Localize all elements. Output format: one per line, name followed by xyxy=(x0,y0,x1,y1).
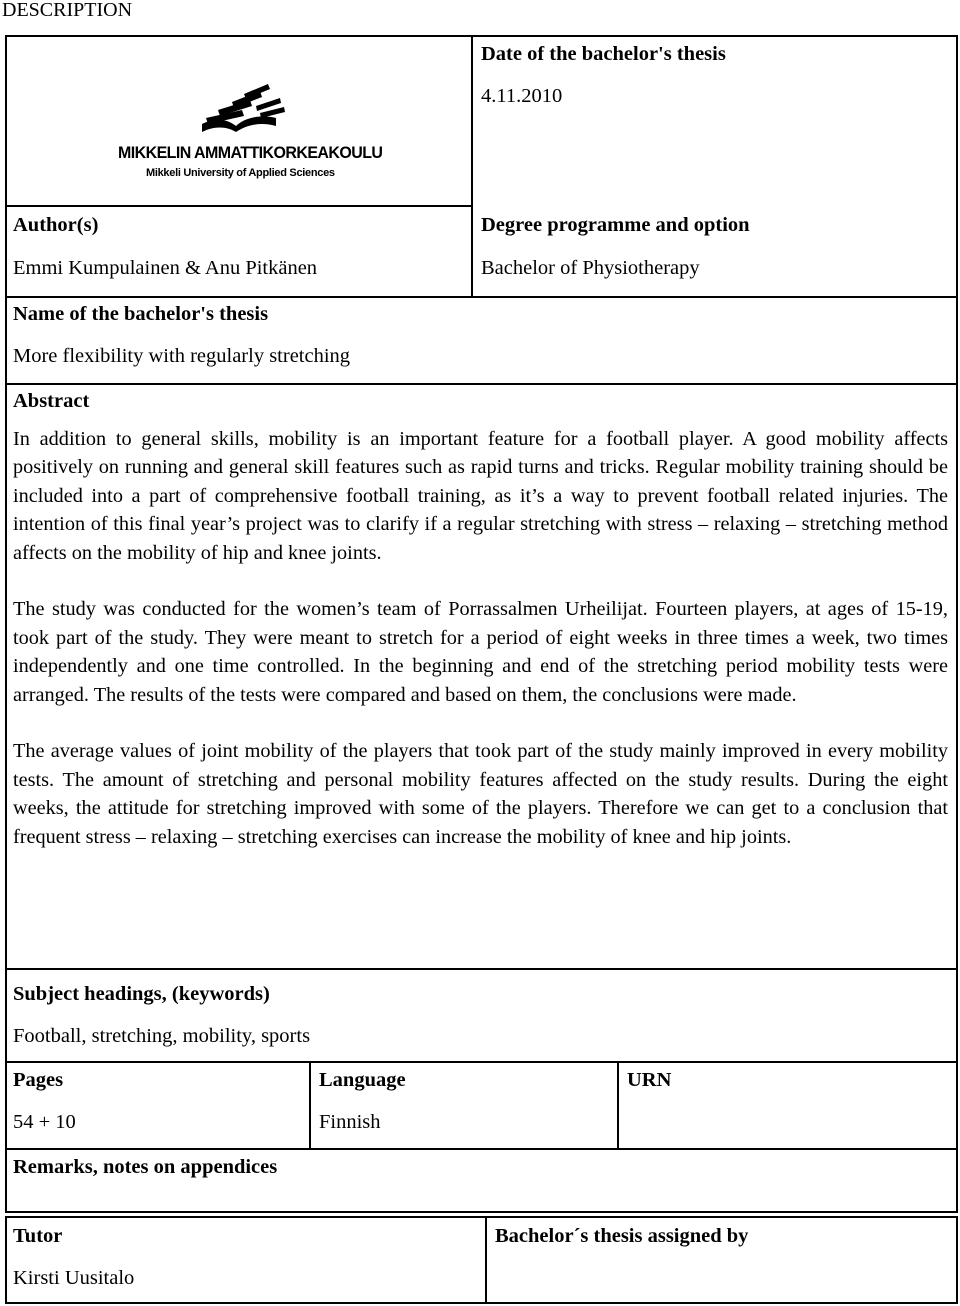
keywords-value: Football, stretching, mobility, sports xyxy=(13,1025,311,1047)
page-title: DESCRIPTION xyxy=(2,0,133,21)
thesis-name-bottom-border xyxy=(5,383,958,385)
degree-value: Bachelor of Physiotherapy xyxy=(481,257,700,279)
author-label: Author(s) xyxy=(13,214,99,236)
pages-bottom-border xyxy=(5,1148,958,1150)
language-urn-divider xyxy=(617,1061,619,1149)
logo-book-emblem-icon xyxy=(110,80,360,142)
urn-label: URN xyxy=(627,1069,672,1091)
author-value: Emmi Kumpulainen & Anu Pitkänen xyxy=(13,257,318,279)
keywords-label: Subject headings, (keywords) xyxy=(13,983,270,1005)
tutor-bottom-border xyxy=(5,1302,958,1304)
abstract-label: Abstract xyxy=(13,390,90,412)
abstract-body xyxy=(13,425,948,851)
lower-left-border xyxy=(5,968,7,1213)
assigned-by-label: Bachelor´s thesis assigned by xyxy=(495,1225,749,1247)
form-right-border xyxy=(956,35,958,970)
date-label: Date of the bachelor's thesis xyxy=(481,43,726,65)
remarks-bottom-border xyxy=(5,1211,958,1213)
tutor-value: Kirsti Uusitalo xyxy=(13,1267,135,1289)
remarks-label: Remarks, notes on appendices xyxy=(13,1156,278,1178)
tutor-top-border xyxy=(5,1216,958,1218)
pages-label: Pages xyxy=(13,1069,64,1091)
author-bottom-border xyxy=(5,296,958,298)
degree-label: Degree programme and option xyxy=(481,214,750,236)
abstract-paragraph: The study was conducted for the women’s team of Porrassalmen Urheilijat. Fourteen players, at ages of 15-19, took part of the study. They were meant to stretch for a period of eight weeks in three times a week, two times independently and one time controlled. In the beginning and end of the stretching period mobility tests were arranged. The results of the tests were compared and based on them, the conclusions were made. xyxy=(13,598,948,706)
language-value: Finnish xyxy=(319,1111,381,1133)
abstract-paragraph: In addition to general skills, mobility is an important feature for a football player. A good mobility affects positively on running and general skill features such as rapid turns and tricks. Regular mobility training should be included into a part of comprehensive football training, as it’s a way to prevent football related injuries. The intention of this final year’s project was to clarify if a regular stretching with stress – relaxing – stretching method affects on the mobility of hip and knee joints. xyxy=(13,428,948,564)
logo-bottom-border xyxy=(5,205,473,207)
university-logo xyxy=(110,80,383,190)
form-left-border xyxy=(5,35,7,970)
top-column-divider xyxy=(471,35,473,297)
thesis-name-value: More flexibility with regularly stretching xyxy=(13,345,351,367)
date-value: 4.11.2010 xyxy=(481,85,563,107)
tutor-label: Tutor xyxy=(13,1225,63,1247)
abstract-bottom-border xyxy=(5,968,958,970)
language-label: Language xyxy=(319,1069,406,1091)
pages-language-divider xyxy=(309,1061,311,1149)
tutor-left-border xyxy=(5,1216,7,1304)
abstract-paragraph: The average values of joint mobility of the players that took part of the study mainly improved in every mobility tests. The amount of stretching and personal mobility features affected on the study results. During the eight weeks, the attitude for stretching improved with some of the players. Therefore we can get to a conclusion that frequent stress – relaxing – stretching exercises can increase the mobility of knee and hip joints. xyxy=(13,740,948,848)
thesis-name-label: Name of the bachelor's thesis xyxy=(13,303,269,325)
tutor-assigned-divider xyxy=(485,1216,487,1304)
tutor-right-border xyxy=(956,1216,958,1304)
form-top-border xyxy=(5,35,958,37)
logo-subname: Mikkeli University of Applied Sciences xyxy=(146,167,335,179)
keywords-bottom-border xyxy=(5,1061,958,1063)
logo-name: MIKKELIN AMMATTIKORKEAKOULU xyxy=(118,143,383,162)
pages-value: 54 + 10 xyxy=(13,1111,76,1133)
lower-right-border xyxy=(956,968,958,1213)
